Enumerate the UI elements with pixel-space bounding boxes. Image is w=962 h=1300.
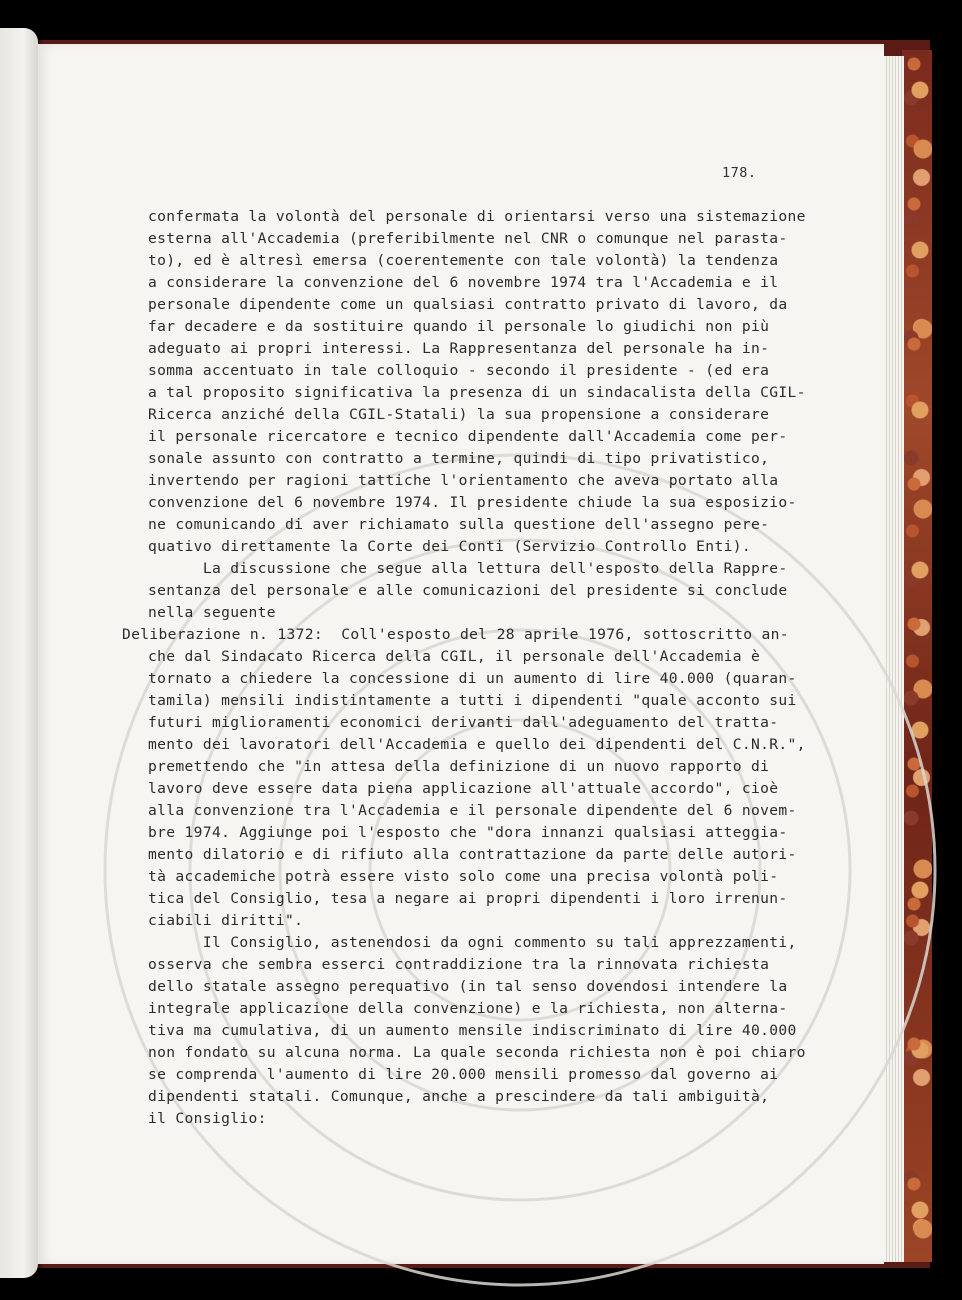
text-line: convenzione del 6 novembre 1974. Il presidente chiude la sua esposizio- [148, 494, 797, 511]
text-line: se comprenda l'aumento di lire 20.000 mensili promesso dal governo ai [148, 1066, 779, 1083]
text-line: sonale assunto con contratto a termine, quindi di tipo privatistico, [148, 450, 770, 467]
text-line: futuri miglioramenti economici derivanti dall'adeguamento del tratta- [148, 714, 779, 731]
text-line: sentanza del personale e alle comunicazioni del presidente si conclude [148, 582, 788, 599]
text-line: dipendenti statali. Comunque, anche a prescindere da tali ambiguità, [148, 1088, 770, 1105]
text-line: tamila) mensili indistintamente a tutti i dipendenti "quale acconto sui [148, 692, 797, 709]
text-line: osserva che sembra esserci contraddizione tra la rinnovata richiesta [148, 956, 770, 973]
text-line: non fondato su alcuna norma. La quale seconda richiesta non è poi chiaro [148, 1044, 806, 1061]
text-line: mento dilatorio e di rifiuto alla contrattazione da parte delle autori- [148, 846, 797, 863]
text-line: Il Consiglio, astenendosi da ogni commento su tali apprezzamenti, [148, 934, 797, 951]
text-line: alla convenzione tra l'Accademia e il personale dipendente del 6 novem- [148, 802, 797, 819]
text-line: premettendo che "in attesa della definizione di un nuovo rapporto di [148, 758, 770, 775]
text-line: dello statale assegno perequativo (in tal senso dovendosi intendere la [148, 978, 788, 995]
text-line: a tal proposito significativa la presenza di un sindacalista della CGIL- [148, 384, 806, 401]
text-line: adeguato ai propri interessi. La Rappresentanza del personale ha in- [148, 340, 770, 357]
text-line: Deliberazione n. 1372: Coll'esposto del 28 aprile 1976, sottoscritto an- [122, 626, 789, 643]
text-line: che dal Sindacato Ricerca della CGIL, il personale dell'Accademia è [148, 648, 761, 665]
left-page-edge [0, 28, 38, 1278]
text-line: integrale applicazione della convenzione) e la richiesta, non alterna- [148, 1000, 788, 1017]
text-line: to), ed è altresì emersa (coerentemente con tale volontà) la tendenza [148, 252, 779, 269]
text-line: il personale ricercatore e tecnico dipendente dall'Accademia come per- [148, 428, 788, 445]
marbled-edge [902, 50, 932, 1262]
text-line: mento dei lavoratori dell'Accademia e quello dei dipendenti del C.N.R.", [148, 736, 806, 753]
text-line: Ricerca anziché della CGIL-Statali) la sua propensione a considerare [148, 406, 770, 423]
text-line: il Consiglio: [148, 1110, 267, 1127]
text-line: tica del Consiglio, tesa a negare ai propri dipendenti i loro irrenun- [148, 890, 788, 907]
text-line: La discussione che segue alla lettura dell'esposto della Rappre- [148, 560, 788, 577]
text-line: tà accademiche potrà essere visto solo come una precisa volontà poli- [148, 868, 779, 885]
page-number: 178. [722, 165, 757, 181]
text-line: a considerare la convenzione del 6 novembre 1974 tra l'Accademia e il [148, 274, 779, 291]
text-line: ciabili diritti". [148, 912, 304, 929]
text-line: ne comunicando di aver richiamato sulla questione dell'assegno pere- [148, 516, 770, 533]
text-line: tornato a chiedere la concessione di un aumento di lire 40.000 (quaran- [148, 670, 797, 687]
text-line: somma accentuato in tale colloquio - secondo il presidente - (ed era [148, 362, 770, 379]
text-line: invertendo per ragioni tattiche l'orientamento che aveva portato alla [148, 472, 779, 489]
text-line: confermata la volontà del personale di orientarsi verso una sistemazione [148, 208, 806, 225]
text-line: bre 1974. Aggiunge poi l'esposto che "dora innanzi qualsiasi atteggia- [148, 824, 788, 841]
text-line: quativo direttamente la Corte dei Conti (Servizio Controllo Enti). [148, 538, 751, 555]
text-line: nella seguente [148, 604, 276, 621]
text-line: lavoro deve essere data piena applicazione all'attuale accordo", cioè [148, 780, 779, 797]
text-line: far decadere e da sostituire quando il personale lo giudichi non più [148, 318, 770, 335]
text-line: esterna all'Accademia (preferibilmente nel CNR o comunque nel parasta- [148, 230, 788, 247]
text-line: personale dipendente come un qualsiasi contratto privato di lavoro, da [148, 296, 788, 313]
text-line: tiva ma cumulativa, di un aumento mensile indiscriminato di lire 40.000 [148, 1022, 797, 1039]
